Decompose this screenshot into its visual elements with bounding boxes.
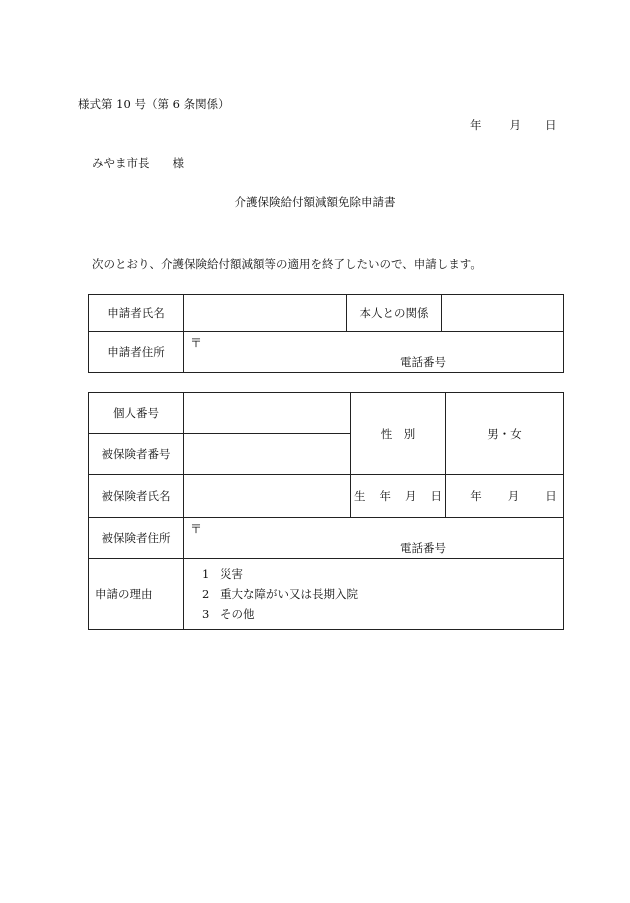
insured-number-label: 被保険者番号 bbox=[89, 434, 184, 475]
birth-label-day: 日 bbox=[430, 489, 442, 503]
personal-number-field[interactable] bbox=[184, 393, 351, 434]
applicant-address-label: 申請者住所 bbox=[89, 332, 184, 373]
reason-number: 2 bbox=[202, 587, 210, 601]
birth-date-field[interactable] bbox=[446, 475, 564, 518]
insured-address-label: 被保険者住所 bbox=[89, 518, 184, 559]
birth-value-day: 日 bbox=[545, 489, 557, 503]
insured-phone-label: 電話番号 bbox=[400, 541, 446, 555]
intro-text: 次のとおり、介護保険給付額減額等の適用を終了したいので、申請します。 bbox=[92, 257, 482, 271]
reason-field bbox=[184, 559, 564, 630]
date-year-label: 年 bbox=[470, 118, 482, 132]
date-month-label: 月 bbox=[509, 118, 521, 132]
reason-item[interactable] bbox=[202, 584, 563, 604]
reason-number: 3 bbox=[202, 607, 210, 621]
applicant-address-field[interactable] bbox=[184, 332, 564, 373]
birth-value-year: 年 bbox=[470, 489, 482, 503]
reason-label: 申請の理由 bbox=[89, 559, 184, 630]
birth-label-sei: 生 bbox=[354, 489, 366, 503]
insured-name-field[interactable] bbox=[184, 475, 351, 518]
addressee: みやま市長 様 bbox=[92, 156, 184, 170]
reason-text: 重大な障がい又は長期入院 bbox=[220, 587, 358, 601]
birth-label-year: 年 bbox=[379, 489, 391, 503]
personal-number-label: 個人番号 bbox=[89, 393, 184, 434]
reason-item[interactable] bbox=[202, 564, 563, 584]
birth-date-label bbox=[351, 475, 446, 518]
gender-options[interactable]: 男・女 bbox=[446, 393, 564, 475]
postal-mark: 〒 bbox=[190, 522, 203, 536]
relationship-label: 本人との関係 bbox=[347, 295, 442, 332]
reason-text: 災害 bbox=[220, 567, 243, 581]
insured-table bbox=[88, 392, 564, 630]
gender-label: 性 別 bbox=[351, 393, 446, 475]
reason-number: 1 bbox=[202, 567, 210, 581]
reason-list bbox=[184, 564, 563, 624]
insured-address-field[interactable] bbox=[184, 518, 564, 559]
insured-name-label: 被保険者氏名 bbox=[89, 475, 184, 518]
insured-number-field[interactable] bbox=[184, 434, 351, 475]
applicant-name-label: 申請者氏名 bbox=[89, 295, 184, 332]
relationship-field[interactable] bbox=[442, 295, 564, 332]
date-day-label: 日 bbox=[545, 118, 557, 132]
reason-text: その他 bbox=[220, 607, 255, 621]
applicant-phone-label: 電話番号 bbox=[400, 355, 446, 369]
applicant-table bbox=[88, 294, 564, 373]
birth-value-month: 月 bbox=[507, 489, 520, 503]
document-title: 介護保険給付額減額免除申請書 bbox=[234, 195, 396, 209]
birth-label-month: 月 bbox=[405, 489, 417, 503]
form-number: 様式第 10 号（第 6 条関係） bbox=[78, 97, 230, 111]
date-line bbox=[470, 117, 557, 133]
applicant-name-field[interactable] bbox=[184, 295, 347, 332]
reason-item[interactable] bbox=[202, 604, 563, 624]
postal-mark: 〒 bbox=[190, 336, 203, 350]
